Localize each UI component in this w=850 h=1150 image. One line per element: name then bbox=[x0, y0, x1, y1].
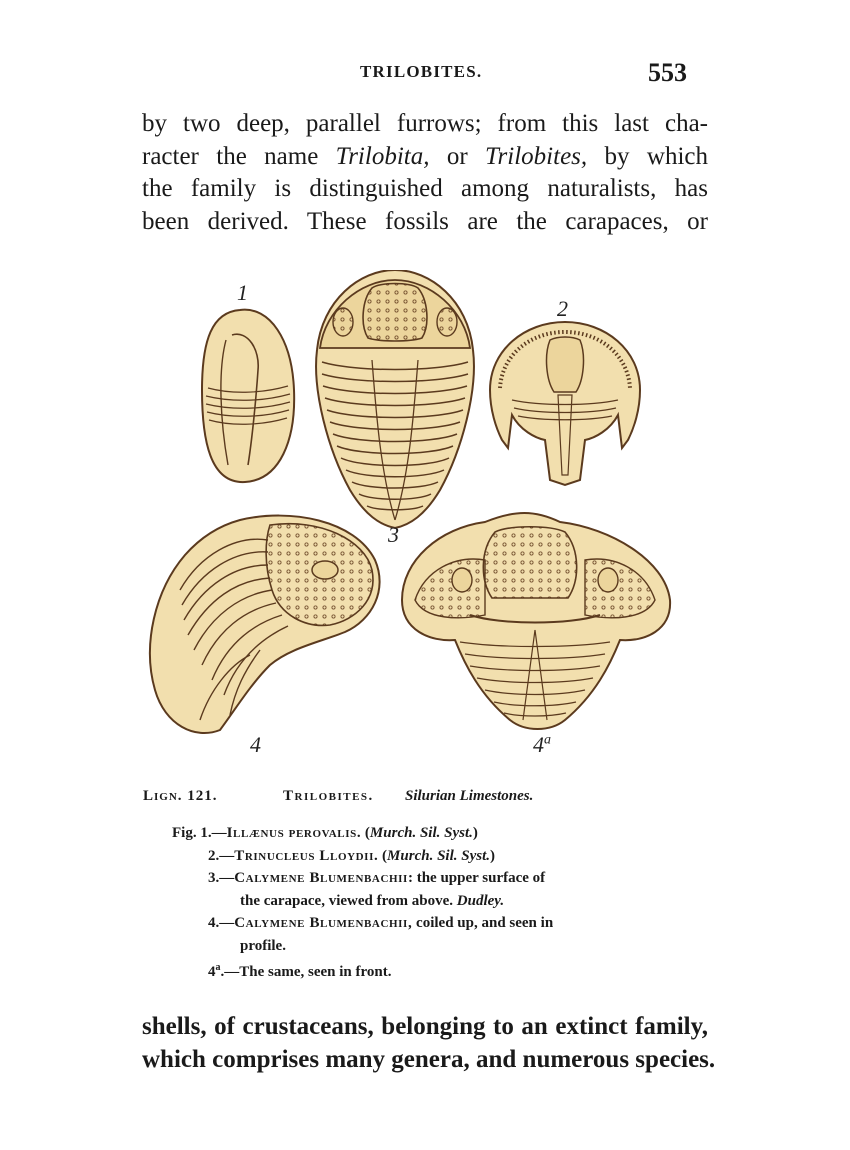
paragraph-line: shells, of crustaceans, belonging to an extinct family, bbox=[142, 1013, 708, 1040]
figure-label-2: 2 bbox=[557, 296, 568, 321]
figure-label-3: 3 bbox=[388, 522, 399, 547]
legend-item: 4$^a$.—The same, seen in front. bbox=[208, 962, 392, 980]
trilobite-plate bbox=[140, 270, 700, 770]
page-number: 553 bbox=[648, 58, 687, 87]
fig2-trinucleus bbox=[490, 322, 640, 485]
legend-item-continuation: profile. bbox=[240, 937, 286, 954]
fig1-illaenus bbox=[202, 310, 294, 482]
fig3-calymene-dorsal bbox=[316, 270, 474, 528]
figure-label-4a: 4$^a$ bbox=[533, 732, 551, 757]
fig4-calymene-coiled bbox=[150, 516, 380, 733]
legend-item: Fig. 1.—Illænus perovalis. (Murch. Sil. Syst.) bbox=[172, 825, 478, 841]
figure-legend bbox=[172, 822, 672, 984]
figure-label-1: 1 bbox=[237, 280, 248, 305]
paragraph-line: which comprises many genera, and numerous species. bbox=[142, 1046, 716, 1073]
trilobite-engraving bbox=[140, 270, 700, 770]
caption-title: Trilobites. bbox=[283, 788, 374, 804]
fig4a-calymene-front bbox=[402, 513, 670, 729]
caption-subtitle: Silurian Limestones. bbox=[405, 788, 534, 804]
paragraph-line: been derived. These fossils are the carapaces, or bbox=[142, 207, 708, 235]
paragraph-line: the family is distinguished among naturalists, has bbox=[142, 175, 708, 202]
figure-label-4: 4 bbox=[250, 732, 261, 757]
legend-item: 3.—Calymene Blumenbachii: the upper surface of bbox=[208, 870, 546, 886]
legend-item: 4.—Calymene Blumenbachii, coiled up, and seen in bbox=[208, 915, 554, 931]
top-paragraph bbox=[142, 108, 708, 238]
paragraph-line: by two deep, parallel furrows; from this last cha- bbox=[142, 110, 708, 137]
caption-lign: Lign. 121. bbox=[143, 788, 218, 804]
paragraph-line: racter the name Trilobita, or Trilobites, by which bbox=[142, 142, 708, 170]
running-title: TRILOBITES. bbox=[360, 62, 483, 81]
legend-item-continuation: the carapace, viewed from above. Dudley. bbox=[240, 892, 505, 909]
legend-item: 2.—Trinucleus Lloydii. (Murch. Sil. Syst.) bbox=[208, 847, 495, 864]
bottom-paragraph bbox=[142, 1010, 716, 1076]
